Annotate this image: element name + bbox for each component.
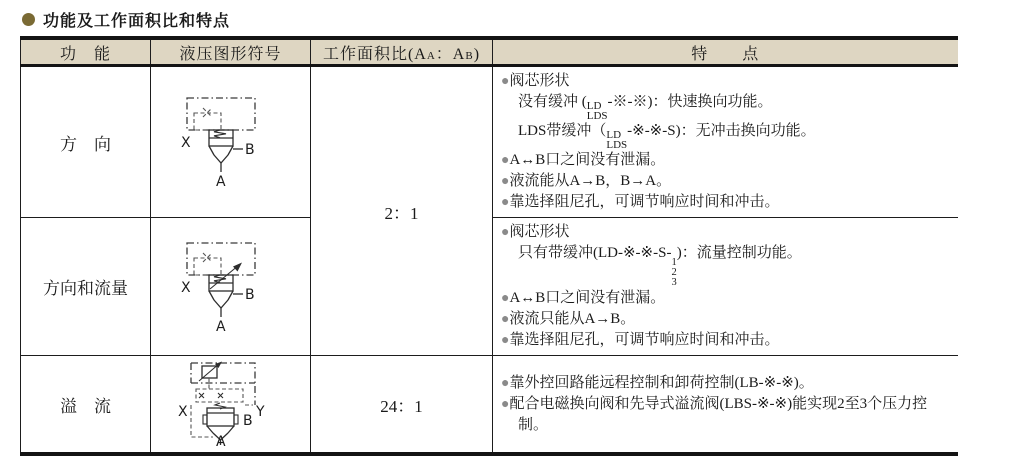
section-title-text: 功能及工作面积比和特点 — [43, 11, 231, 30]
ratio-value-direction: 2：1 — [311, 66, 493, 356]
section-bullet-icon — [22, 13, 35, 26]
function-label-direction-flow: 方向和流量 — [21, 218, 151, 356]
model-code-stack: LD LDS — [606, 129, 628, 151]
section-title — [0, 0, 1025, 36]
feature-item: ●靠外控回路能远程控制和卸荷控制(LB-※-※)。 — [501, 374, 814, 391]
spec-table — [20, 36, 958, 456]
feature-bullet-icon: ● — [501, 291, 510, 306]
hydraulic-symbol-direction-flow-icon — [163, 233, 298, 341]
feature-item: ●配合电磁换向阀和先导式溢流阀(LBS-※-※)能实现2至3个压力控制。 — [501, 395, 928, 433]
port-label-x: X — [181, 279, 191, 296]
feature-bullet-icon: ● — [501, 225, 510, 240]
feature-bullet-icon: ● — [501, 396, 510, 412]
ratio-value-relief: 24：1 — [311, 356, 493, 455]
port-label-y: Y — [256, 404, 265, 420]
model-code-stack: LD LDS — [586, 100, 608, 122]
symbol-cell-direction-flow — [151, 218, 311, 356]
table-row-direction — [21, 66, 958, 218]
feature-item: 只有带缓冲(LD-※-※-S- 1 2 3 )：流量控制功能。 — [518, 245, 802, 288]
features-cell-direction — [493, 66, 958, 218]
features-cell-direction-flow — [493, 218, 958, 356]
port-label-x: X — [181, 135, 191, 151]
hydraulic-symbol-direction-icon — [163, 86, 298, 198]
feature-bullet-icon: ● — [501, 333, 510, 348]
port-label-b: B — [245, 286, 255, 303]
feature-item: ●阀芯形状 — [501, 224, 570, 240]
header-row — [21, 38, 958, 66]
feature-bullet-icon: ● — [501, 74, 510, 89]
hydraulic-symbol-relief-icon — [163, 361, 298, 447]
feature-item: LDS带缓冲（ LD LDS -※-※-S)：无冲击换向功能。 — [518, 123, 816, 151]
port-label-a: A — [216, 434, 226, 447]
feature-item: ●液流只能从A→B。 — [501, 311, 636, 327]
port-label-b: B — [243, 413, 253, 429]
feature-item: ●液流能从A→B，B→A。 — [501, 173, 672, 189]
port-label-a: A — [216, 174, 226, 190]
port-label-x: X — [178, 404, 188, 420]
function-label-relief: 溢 流 — [21, 356, 151, 455]
col-header-ratio: 工作面积比(AA：AB) — [311, 38, 493, 66]
function-label-direction: 方 向 — [21, 66, 151, 218]
feature-item: ●A↔B口之间没有泄漏。 — [501, 290, 666, 306]
feature-item: 没有缓冲 ( LD LDS -※-※)：快速换向功能。 — [518, 94, 773, 122]
feature-item: ●靠选择阻尼孔，可调节响应时间和冲击。 — [501, 332, 780, 348]
feature-item: ●靠选择阻尼孔，可调节响应时间和冲击。 — [501, 194, 780, 210]
col-header-features: 特 点 — [493, 38, 958, 66]
symbol-cell-relief — [151, 356, 311, 455]
feature-bullet-icon: ● — [501, 153, 510, 168]
feature-item: ●阀芯形状 — [501, 73, 570, 89]
feature-bullet-icon: ● — [501, 195, 510, 210]
port-label-a: A — [216, 318, 226, 335]
col-header-symbol: 液压图形符号 — [151, 38, 311, 66]
feature-bullet-icon: ● — [501, 375, 510, 391]
feature-bullet-icon: ● — [501, 174, 510, 189]
feature-item: ●A↔B口之间没有泄漏。 — [501, 152, 666, 168]
symbol-cell-direction — [151, 66, 311, 218]
col-header-function: 功 能 — [21, 38, 151, 66]
features-cell-relief — [493, 356, 958, 455]
feature-bullet-icon: ● — [501, 312, 510, 327]
table-row-relief — [21, 356, 958, 455]
size-code-stack: 1 2 3 — [671, 257, 677, 288]
port-label-b: B — [245, 142, 255, 158]
